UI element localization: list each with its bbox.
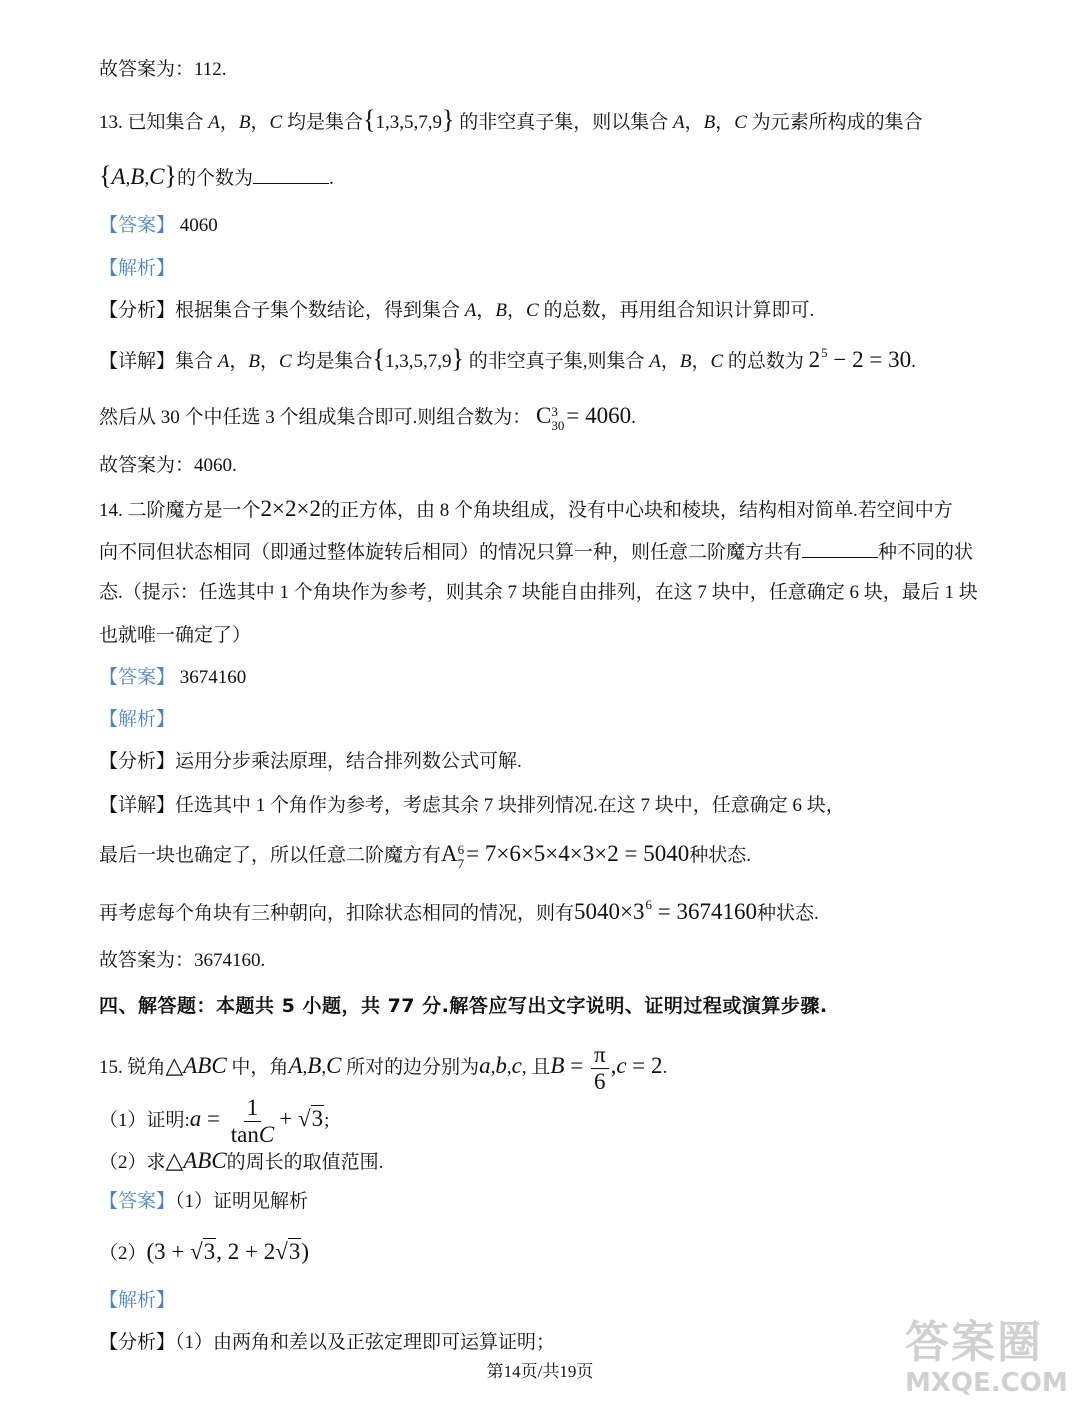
orientation-line: 再考虑每个角块有三种朝向，扣除状态相同的情况，则有$5040\times 3^6 = 3674160$种状态. [99,897,819,924]
fenxi-line: 【分析】（1）由两角和差以及正弦定理即可运算证明； [99,1332,556,1353]
jiexi-tag: 【解析】 [99,258,176,279]
q15-line1: 15. 锐角△ABC 中，角A,B,C 所对的边分别为a,b,c, 且B = $\frac{\pi}{6}$ ,c = 2. [99,1042,668,1095]
q13-line2: {A,B,C}的个数为 . [99,161,334,190]
watermark-logo: 答案圈 MXQE.COM [905,1317,1068,1398]
xiangjie-line: 【详解】集合 A，B，C 均是集合{1,3,5,7,9} 的非空真子集,则集合 A，B，C 的总数为 $2^5 - 2 = 30$. [99,344,916,373]
answer-line: 【答案】（1）证明见解析 [99,1191,309,1212]
q14-line1: 14. 二阶魔方是一个2×2×2的正方体，由 8 个角块组成，没有中心块和棱块，结构相对简单.若空间中方 [99,496,953,521]
xiangjie-line: 【详解】任选其中 1 个角作为参考，考虑其余 7 块排列情况.在这 7 块中，任意确定 6 块， [99,795,845,816]
combination-line: 然后从 30 个中任选 3 个组成集合即可.则组合数为： C 3 30 = 4060. [99,403,636,433]
page-footer: 第14页/共19页 [486,1362,594,1381]
section-heading: 四、解答题：本题共 5 小题，共 77 分.解答应写出文字说明、证明过程或演算步骤. [99,995,828,1017]
q14-line3: 态.（提示：任选其中 1 个角块作为参考，则其余 7 块能自由排列，在这 7 块中，任意确定 6 块，最后 1 块 [99,582,978,603]
answer-part2: （2）(3 + √3, 2 + 2√3) [99,1239,310,1264]
jiexi-tag: 【解析】 [99,709,176,730]
permutation-line: 最后一块也确定了，所以任意二阶魔方有A 6 7 = 7×6×5×4×3×2 = 5040种状态. [99,841,751,871]
text-line: 故答案为：3674160. [99,950,266,971]
answer-line: 【答案】 3674160 [99,667,247,688]
answer-line: 【答案】 4060 [99,215,218,236]
q14-line2: 向不同但状态相同（即通过整体旋转后相同）的情况只算一种，则任意二阶魔方共有 种不同的状 [99,539,973,565]
q15-part2: （2）求△ABC的周长的取值范围. [99,1148,384,1173]
text-line: 故答案为：4060. [99,455,237,476]
q13-line1: 13. 已知集合 A，B，C 均是集合{1,3,5,7,9} 的非空真子集，则以集合 A，B，C 为元素所构成的集合 [99,105,923,134]
q15-part1: （1）证明:a = $\frac{1}{\tan C}$ + √3; [99,1095,330,1148]
jiexi-tag: 【解析】 [99,1290,176,1311]
q14-line4: 也就唯一确定了） [99,625,252,646]
text-line: 故答案为：112. [99,59,227,80]
fenxi-line: 【分析】根据集合子集个数结论，得到集合 A，B，C 的总数，再用组合知识计算即可. [99,300,815,321]
fenxi-line: 【分析】运用分步乘法原理，结合排列数公式可解. [99,751,522,772]
